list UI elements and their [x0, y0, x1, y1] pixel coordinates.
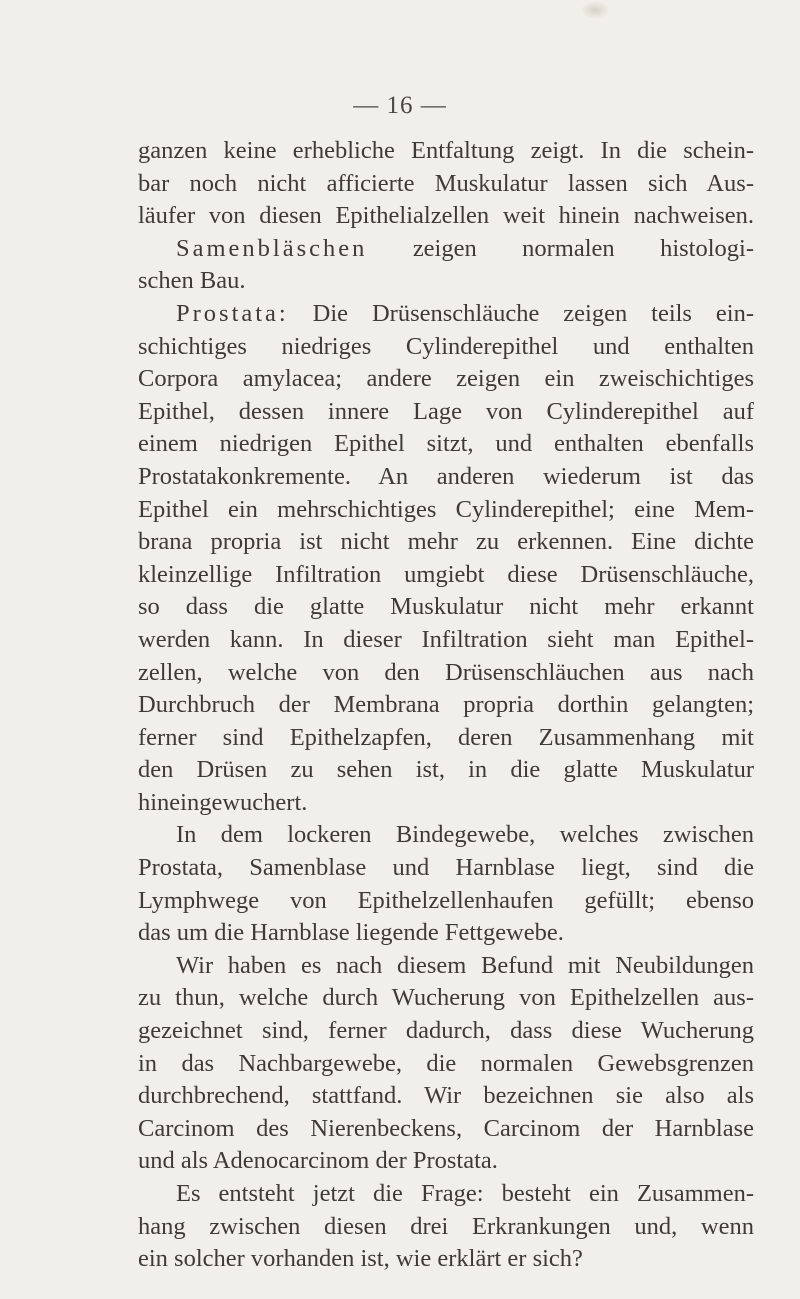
text-line: ferner sind Epithelzapfen, deren Zusammenhang mit: [138, 723, 754, 751]
text-line: hineingewuchert.: [138, 788, 308, 816]
text-line: einem niedrigen Epithel sitzt, und enthalten ebenfalls: [138, 430, 754, 458]
text-line: durchbrechend, stattfand. Wir bezeichnen sie also als: [138, 1082, 754, 1110]
text-line: In dem lockeren Bindegewebe, welches zwischen: [176, 821, 754, 849]
text-line: Durchbruch der Membrana propria dorthin gelangten;: [138, 691, 754, 719]
text-line: brana propria ist nicht mehr zu erkennen. Eine dichte: [138, 528, 754, 556]
text-line: werden kann. In dieser Infiltration sieht man Epithel-: [138, 625, 754, 653]
text-line: ganzen keine erhebliche Entfaltung zeigt. In die schein-: [138, 137, 754, 164]
text-line: ein solcher vorhanden ist, wie erklärt er sich?: [138, 1245, 583, 1273]
text-line: Epithel ein mehrschichtiges Cylinderepithel; eine Mem-: [138, 495, 754, 523]
text-line: schichtiges niedriges Cylinderepithel und enthalten: [138, 332, 754, 360]
text-line: Wir haben es nach diesem Befund mit Neubildungen: [176, 951, 754, 979]
text-line: in das Nachbargewebe, die normalen Gewebsgrenzen: [138, 1049, 754, 1077]
text-line: kleinzellige Infiltration umgiebt diese Drüsenschläuche,: [138, 560, 754, 588]
text-line: Carcinom des Nierenbeckens, Carcinom der Harnblase: [138, 1114, 754, 1142]
text-line: Lymphwege von Epithelzellenhaufen gefüllt; ebenso: [138, 886, 754, 914]
paper-stain: [582, 2, 608, 18]
text-line: und als Adenocarcinom der Prostata.: [138, 1147, 498, 1175]
spaced-term: Samenbläschen: [176, 234, 368, 262]
text-line: schen Bau.: [138, 267, 246, 295]
text-line: Prostatakonkremente. An anderen wiederum ist das: [138, 462, 754, 490]
text-line: gezeichnet sind, ferner dadurch, dass diese Wucherung: [138, 1017, 754, 1045]
body-text: [138, 135, 754, 1276]
text-line: so dass die glatte Muskulatur nicht mehr erkannt: [138, 593, 754, 621]
text-line: läufer von diesen Epithelialzellen weit hinein nachweisen.: [138, 202, 754, 230]
text-line: [138, 233, 754, 266]
text-line: [138, 298, 754, 331]
page-number: — 16 —: [353, 92, 447, 119]
text-line-rest: Die Drüsenschläuche zeigen teils ein-: [288, 299, 754, 327]
spaced-term: Prostata:: [176, 299, 289, 327]
text-line: Corpora amylacea; andere zeigen ein zweischichtiges: [138, 365, 754, 393]
text-line: Es entsteht jetzt die Frage: besteht ein Zusammen-: [176, 1180, 754, 1207]
text-line: zellen, welche von den Drüsenschläuchen aus nach: [138, 658, 754, 686]
text-line: hang zwischen diesen drei Erkrankungen und, wenn: [138, 1212, 754, 1240]
text-line: bar noch nicht afficierte Muskulatur lassen sich Aus-: [138, 169, 754, 197]
text-line: zu thun, welche durch Wucherung von Epithelzellen aus-: [138, 984, 754, 1012]
text-line-rest: zeigen normalen histologi-: [367, 234, 754, 262]
text-line: Prostata, Samenblase und Harnblase liegt, sind die: [138, 854, 754, 882]
text-line: Epithel, dessen innere Lage von Cylinderepithel auf: [138, 397, 754, 425]
text-line: den Drüsen zu sehen ist, in die glatte Muskulatur: [138, 756, 754, 784]
text-line: das um die Harnblase liegende Fettgewebe.: [138, 919, 564, 947]
